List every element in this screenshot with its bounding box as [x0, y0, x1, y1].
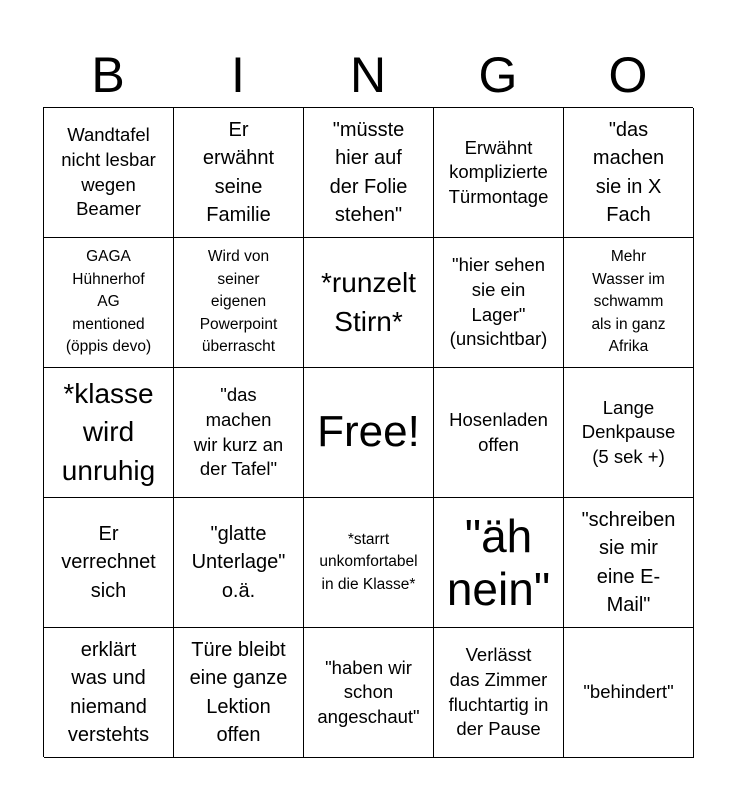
bingo-cell[interactable]: [304, 498, 434, 628]
header-letter-o: O: [608, 47, 648, 103]
cell-text: "haben wir schon angeschaut": [317, 656, 420, 727]
cell-text: erklärt was und niemand verstehts: [67, 638, 150, 746]
bingo-cell[interactable]: [304, 108, 434, 238]
header-letter-b: B: [91, 47, 125, 103]
header-letter-i: I: [231, 47, 245, 103]
bingo-cell[interactable]: [434, 628, 564, 758]
cell-text: Mehr Wasser im schwamm als in ganz Afrika: [591, 248, 666, 356]
header-letter-g: G: [478, 47, 518, 103]
bingo-cell[interactable]: [434, 108, 564, 238]
bingo-cell[interactable]: [304, 238, 434, 368]
cell-text: Lange Denkpause (5 sek +): [581, 396, 676, 467]
bingo-cell[interactable]: [44, 628, 174, 758]
bingo-cell[interactable]: [564, 108, 694, 238]
cell-text: "schreiben sie mir eine E- Mail": [581, 508, 676, 616]
bingo-cell[interactable]: [174, 368, 304, 498]
cell-text: "hier sehen sie ein Lager" (unsichtbar): [449, 254, 548, 350]
bingo-cell[interactable]: [44, 368, 174, 498]
cell-text: Verlässt das Zimmer fluchtartig in der Pause: [448, 644, 549, 740]
bingo-cell[interactable]: [174, 498, 304, 628]
cell-text: Wandtafel nicht lesbar wegen Beamer: [61, 124, 156, 220]
cell-text: "äh nein": [446, 509, 551, 615]
bingo-cell[interactable]: [44, 108, 174, 238]
bingo-cell[interactable]: [174, 628, 304, 758]
cell-text: "müsste hier auf der Folie stehen": [329, 118, 408, 226]
cell-text: *starrt unkomfortabel in die Klasse*: [319, 530, 418, 593]
bingo-header: [43, 44, 693, 106]
cell-text: "das machen sie in X Fach: [592, 118, 665, 226]
bingo-cell[interactable]: [174, 238, 304, 368]
free-cell[interactable]: [304, 368, 434, 498]
free-text: Free!: [317, 407, 420, 457]
bingo-cell[interactable]: [564, 628, 694, 758]
cell-text: "glatte Unterlage" o.ä.: [191, 522, 286, 602]
cell-text: GAGA Hühnerhof AG mentioned (öppis devo): [65, 248, 152, 356]
cell-text: "behindert": [583, 681, 674, 703]
bingo-cell[interactable]: [564, 238, 694, 368]
bingo-cell[interactable]: [434, 498, 564, 628]
cell-text: Wird von seiner eigenen Powerpoint überrascht: [199, 248, 278, 356]
bingo-cell[interactable]: [44, 498, 174, 628]
cell-text: Er verrechnet sich: [61, 522, 156, 602]
bingo-cell[interactable]: [434, 238, 564, 368]
bingo-board: [43, 107, 693, 757]
cell-text: Hosenladen offen: [449, 408, 548, 455]
cell-text: *klasse wird unruhig: [61, 377, 156, 486]
cell-text: Erwähnt komplizierte Türmontage: [448, 136, 549, 207]
cell-text: "das machen wir kurz an der Tafel": [193, 384, 284, 480]
bingo-cell[interactable]: [564, 368, 694, 498]
cell-text: *runzelt Stirn*: [321, 266, 416, 337]
bingo-cell[interactable]: [44, 238, 174, 368]
bingo-cell[interactable]: [564, 498, 694, 628]
bingo-cell[interactable]: [174, 108, 304, 238]
bingo-cell[interactable]: [434, 368, 564, 498]
bingo-cell[interactable]: [304, 628, 434, 758]
cell-text: Türe bleibt eine ganze Lektion offen: [189, 638, 288, 746]
header-letter-n: N: [349, 47, 387, 103]
cell-text: Er erwähnt seine Familie: [202, 118, 275, 226]
